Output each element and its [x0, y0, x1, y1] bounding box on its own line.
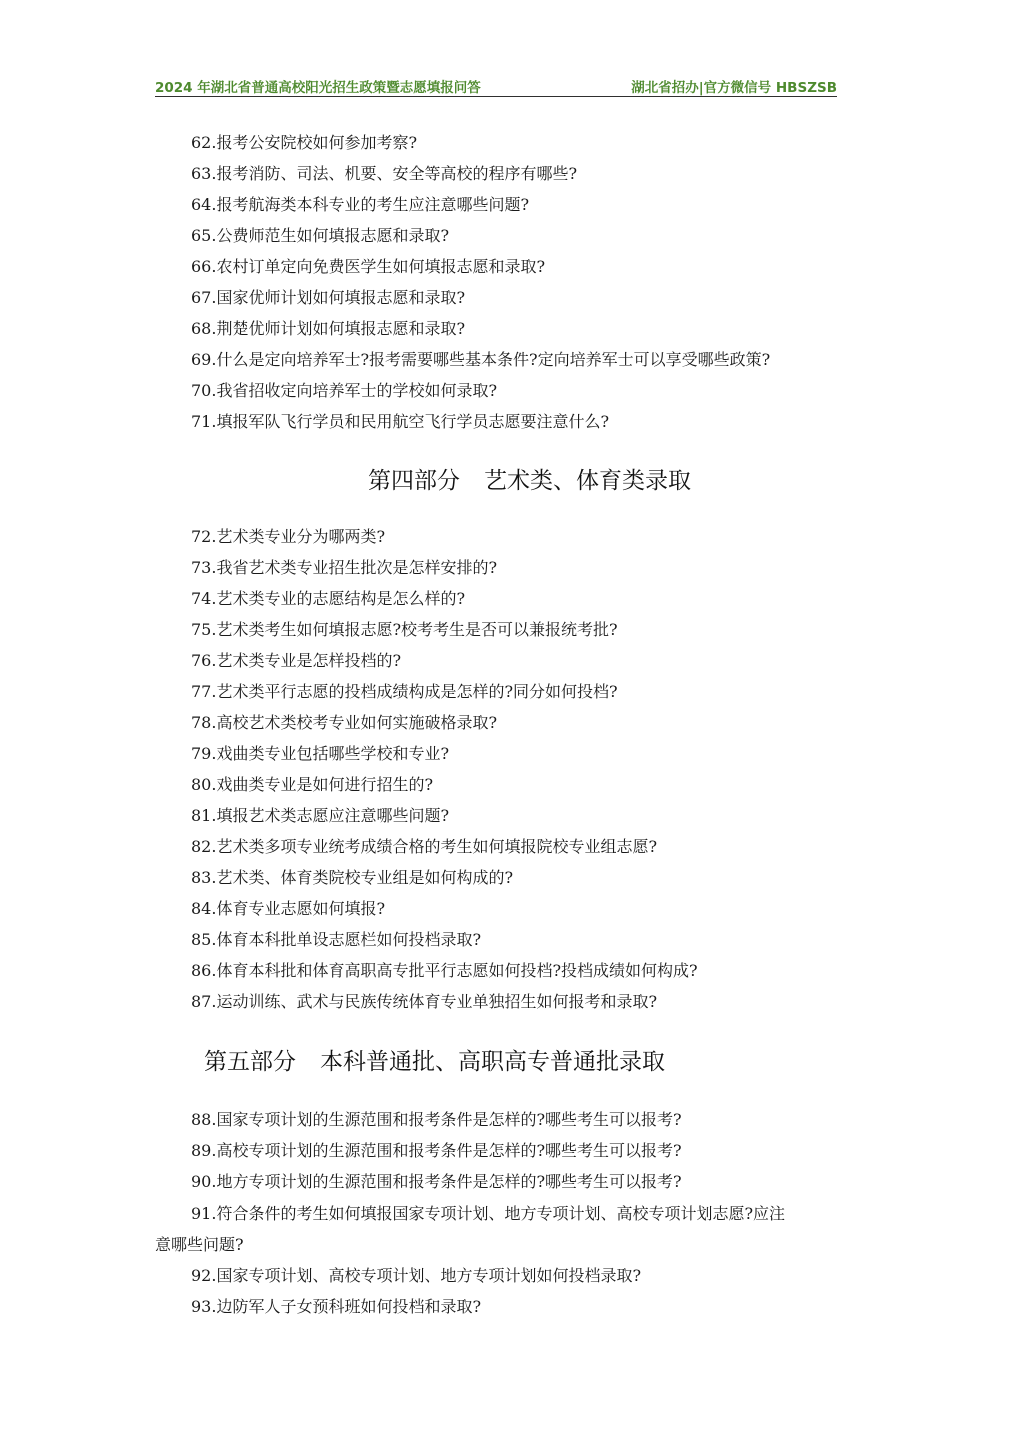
question-93: 93.边防军人子女预科班如何投档和录取? [191, 1297, 482, 1316]
question-84: 84.体育专业志愿如何填报? [191, 899, 386, 918]
header-title: 2024 年湖北省普通高校阳光招生政策暨志愿填报问答 [155, 80, 481, 96]
question-63: 63.报考消防、司法、机要、安全等高校的程序有哪些? [191, 164, 578, 183]
question-66: 66.农村订单定向免费医学生如何填报志愿和录取? [191, 257, 546, 276]
question-87: 87.运动训练、武术与民族传统体育专业单独招生如何报考和录取? [191, 992, 658, 1011]
question-89: 89.高校专项计划的生源范围和报考条件是怎样的?哪些考生可以报考? [191, 1141, 682, 1160]
question-79: 79.戏曲类专业包括哪些学校和专业? [191, 744, 450, 763]
section-heading-part5 [204, 1043, 665, 1076]
question-88: 88.国家专项计划的生源范围和报考条件是怎样的?哪些考生可以报考? [191, 1110, 682, 1129]
question-73: 73.我省艺术类专业招生批次是怎样安排的? [191, 558, 498, 577]
question-65: 65.公费师范生如何填报志愿和录取? [191, 226, 450, 245]
header-source: 湖北省招办|官方微信号 HBSZSB [631, 80, 837, 96]
question-74: 74.艺术类专业的志愿结构是怎么样的? [191, 589, 466, 608]
question-69: 69.什么是定向培养军士?报考需要哪些基本条件?定向培养军士可以享受哪些政策? [191, 350, 771, 369]
page-header [155, 74, 837, 97]
question-83: 83.艺术类、体育类院校专业组是如何构成的? [191, 868, 514, 887]
question-68: 68.荆楚优师计划如何填报志愿和录取? [191, 319, 466, 338]
question-81: 81.填报艺术类志愿应注意哪些问题? [191, 806, 450, 825]
part4-title: 第四部分 [368, 468, 460, 494]
question-86: 86.体育本科批和体育高职高专批平行志愿如何投档?投档成绩如何构成? [191, 961, 698, 980]
question-91-line1: 91.符合条件的考生如何填报国家专项计划、地方专项计划、高校专项计划志愿?应注 [191, 1204, 786, 1223]
part5-subtitle: 本科普通批、高职高专普通批录取 [320, 1049, 665, 1075]
question-72: 72.艺术类专业分为哪两类? [191, 527, 386, 546]
question-80: 80.戏曲类专业是如何进行招生的? [191, 775, 434, 794]
question-76: 76.艺术类专业是怎样投档的? [191, 651, 402, 670]
question-85: 85.体育本科批单设志愿栏如何投档录取? [191, 930, 482, 949]
question-92: 92.国家专项计划、高校专项计划、地方专项计划如何投档录取? [191, 1266, 642, 1285]
question-67: 67.国家优师计划如何填报志愿和录取? [191, 288, 466, 307]
section-heading-part4 [368, 462, 691, 495]
part4-subtitle: 艺术类、体育类录取 [484, 468, 691, 494]
question-62: 62.报考公安院校如何参加考察? [191, 133, 418, 152]
question-78: 78.高校艺术类校考专业如何实施破格录取? [191, 713, 498, 732]
part5-title: 第五部分 [204, 1049, 296, 1075]
question-77: 77.艺术类平行志愿的投档成绩构成是怎样的?同分如何投档? [191, 682, 618, 701]
question-70: 70.我省招收定向培养军士的学校如何录取? [191, 381, 498, 400]
question-91-line2: 意哪些问题? [155, 1235, 244, 1254]
question-64: 64.报考航海类本科专业的考生应注意哪些问题? [191, 195, 530, 214]
question-75: 75.艺术类考生如何填报志愿?校考考生是否可以兼报统考批? [191, 620, 618, 639]
question-82: 82.艺术类多项专业统考成绩合格的考生如何填报院校专业组志愿? [191, 837, 658, 856]
question-90: 90.地方专项计划的生源范围和报考条件是怎样的?哪些考生可以报考? [191, 1172, 682, 1191]
question-71: 71.填报军队飞行学员和民用航空飞行学员志愿要注意什么? [191, 412, 610, 431]
